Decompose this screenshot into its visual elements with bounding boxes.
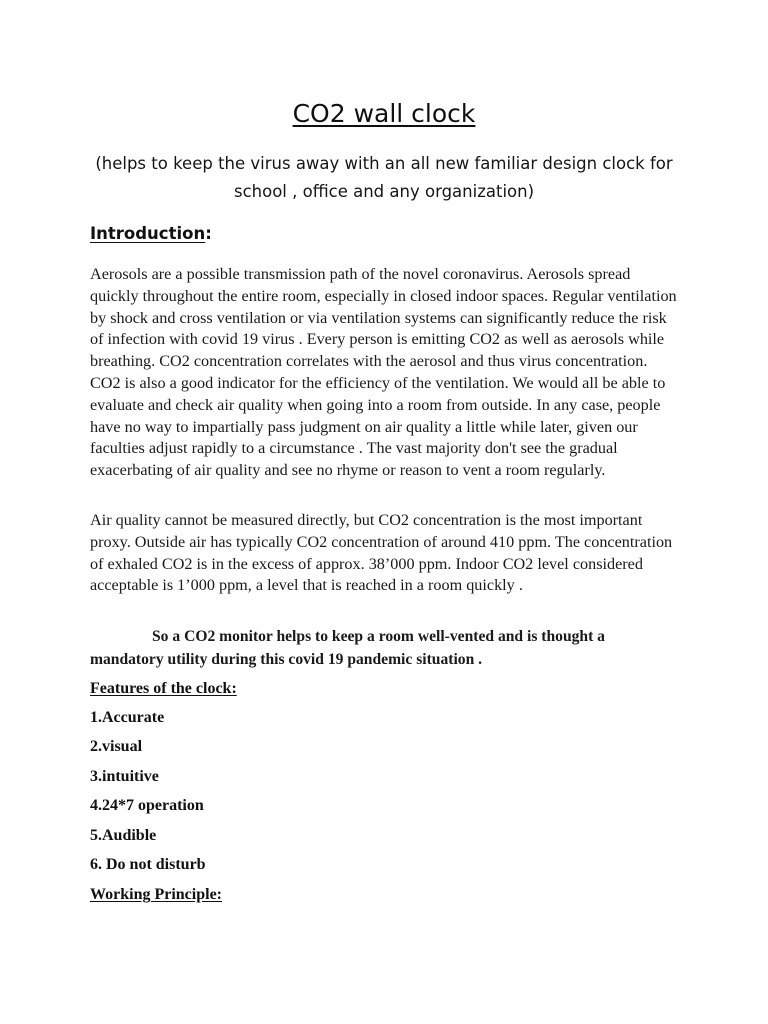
feature-item: 5.Audible (90, 827, 157, 844)
introduction-heading-colon: : (205, 224, 212, 243)
document-subtitle: (helps to keep the virus away with an all new familiar design clock for school , office and any organization) (95, 154, 673, 201)
feature-item: 1.Accurate (90, 709, 165, 726)
intro-paragraph-air-quality: Air quality cannot be measured directly, but CO2 concentration is the most important proxy. Outside air has typically CO2 concentration of around 410 ppm. The concentration of exhaled CO2 is in the excess of approx. 38’000 ppm. Indoor CO2 level considered acceptable is 1’000 ppm, a level that is reached in a room quickly . (90, 511, 673, 595)
feature-item: 2.visual (90, 738, 143, 755)
working-principle-heading: Working Principle: (90, 886, 222, 903)
feature-item: 3.intuitive (90, 768, 159, 785)
introduction-heading-text: Introduction (90, 224, 206, 243)
feature-item: 6. Do not disturb (90, 856, 206, 873)
features-heading: Features of the clock: (90, 680, 237, 697)
feature-item: 4.24*7 operation (90, 797, 204, 814)
intro-paragraph-aerosols: Aerosols are a possible transmission path of the novel coronavirus. Aerosols spread quickly throughout the entire room, especially in closed indoor spaces. Regular ventilation by shock and cross ventilation or via ventilation systems can significantly reduce the risk of infection with covid 19 virus . Every person is emitting CO2 as well as aerosols while breathing. CO2 concentration correlates with the aerosol and thus virus concentration. CO2 is also a good indicator for the efficiency of the ventilation. We would all be able to evaluate and check air quality when going into a room from outside. In any case, people have no way to impartially pass judgment on air quality a little while later, given our faculties adjust rapidly to a circumstance . The vast majority don't see the gradual exacerbating of air quality and see no rhyme or reason to vent a room regularly. (90, 265, 677, 480)
document-title: CO2 wall clock (292, 99, 476, 128)
intro-paragraph-co2-monitor: So a CO2 monitor helps to keep a room well-vented and is thought a mandatory utility during this covid 19 pandemic situation . (90, 628, 605, 668)
introduction-heading (90, 221, 212, 247)
